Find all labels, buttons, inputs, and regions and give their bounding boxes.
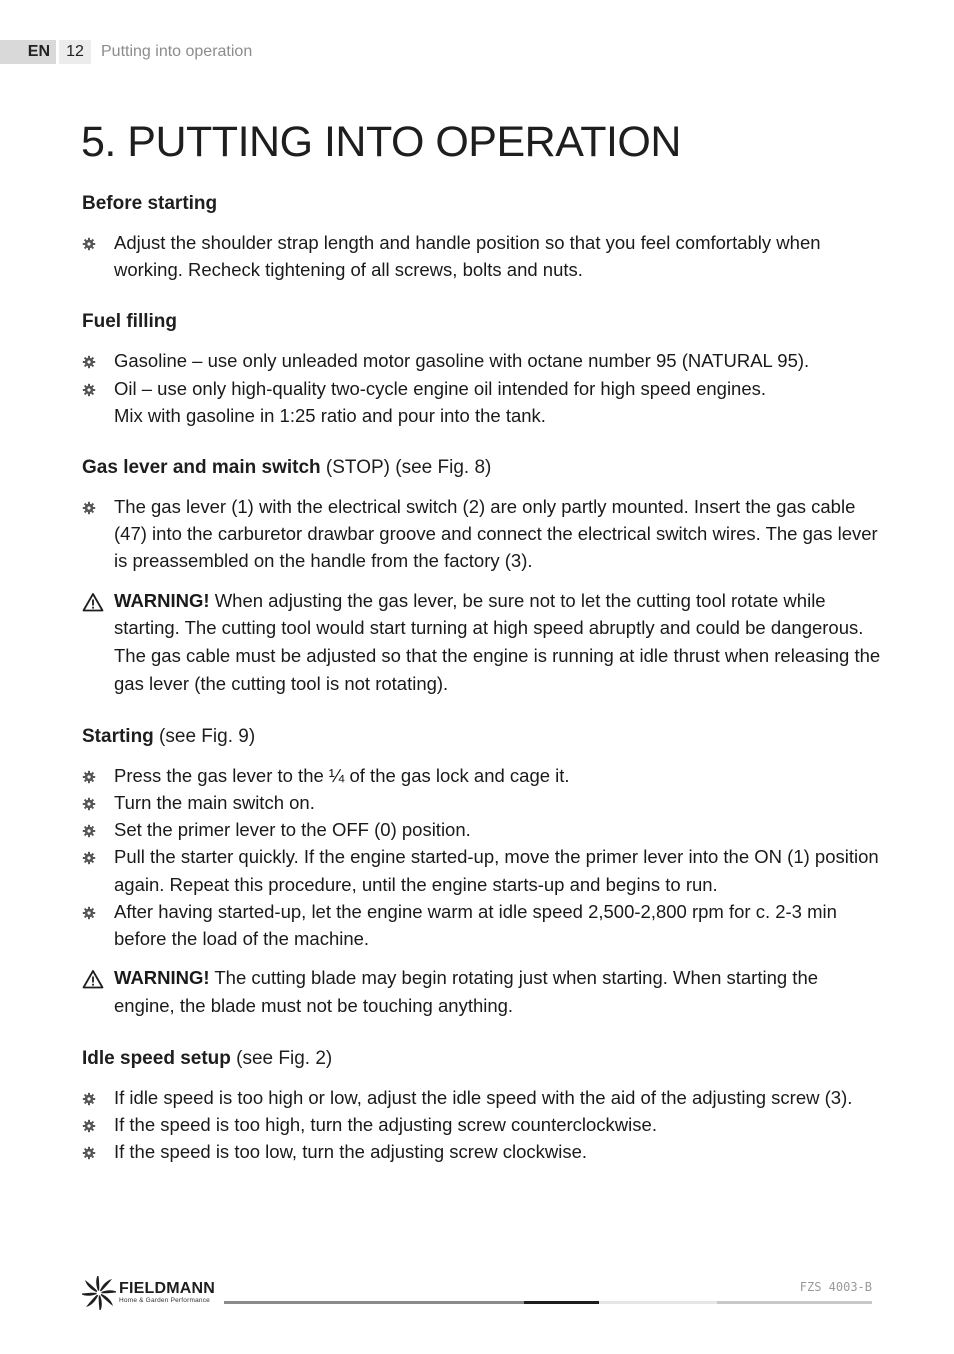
page-header bbox=[0, 40, 252, 64]
gear-bullet-icon bbox=[82, 237, 96, 251]
warning-label: WARNING! bbox=[114, 967, 210, 989]
list-item-text: Mix with gasoline in 1:25 ratio and pour into the tank. bbox=[114, 404, 546, 426]
gear-bullet-icon bbox=[82, 1146, 96, 1160]
list-item-text: Set the primer lever to the OFF (0) position. bbox=[114, 819, 471, 841]
list-item bbox=[82, 229, 882, 283]
footer-rule bbox=[524, 1301, 599, 1304]
warning-icon bbox=[82, 969, 104, 989]
list-item bbox=[82, 493, 882, 575]
footer-rule bbox=[717, 1301, 872, 1304]
list-item bbox=[82, 789, 882, 816]
list-item bbox=[82, 375, 882, 429]
gear-bullet-icon bbox=[82, 383, 96, 397]
warning-label: WARNING! bbox=[114, 589, 210, 611]
section-heading-text: Gas lever and main switch bbox=[82, 457, 321, 479]
section-heading bbox=[82, 454, 882, 482]
gear-bullet-icon bbox=[82, 501, 96, 515]
list-item-text: The gas lever (1) with the electrical switch (2) are only partly mounted. Insert the gas cable (47) into the carburetor drawbar groove and connect the electrical switch wires. The gas lever is preassembled on the handle from the factory (3). bbox=[114, 496, 878, 572]
list-item-text: If idle speed is too high or low, adjust the idle speed with the aid of the adjusting screw (3). bbox=[114, 1086, 853, 1108]
gear-bullet-icon bbox=[82, 1119, 96, 1133]
gear-bullet-icon bbox=[82, 824, 96, 838]
list-item-text: Press the gas lever to the ¼ of the gas lock and cage it. bbox=[114, 764, 570, 786]
section-heading: Fuel filling bbox=[82, 311, 177, 333]
warning-note bbox=[82, 587, 882, 698]
list-item-text: If the speed is too low, turn the adjusting screw clockwise. bbox=[114, 1141, 588, 1163]
list-item bbox=[82, 1111, 882, 1138]
warning-note bbox=[82, 964, 882, 1020]
section-heading bbox=[82, 1045, 882, 1073]
brand-logo bbox=[82, 1276, 215, 1310]
section-heading-note: (see Fig. 9) bbox=[153, 725, 256, 747]
section-heading-text: Starting bbox=[82, 725, 154, 747]
warning-icon bbox=[82, 592, 104, 612]
section-heading bbox=[82, 723, 882, 751]
gear-bullet-icon bbox=[82, 355, 96, 369]
list-item bbox=[82, 1138, 882, 1165]
page-title: 5. PUTTING INTO OPERATION bbox=[81, 118, 681, 166]
section-heading-text: Idle speed setup bbox=[82, 1047, 231, 1069]
bullet-list bbox=[82, 762, 882, 952]
fan-logo-icon bbox=[82, 1276, 116, 1310]
list-item bbox=[82, 843, 882, 897]
section-before-starting bbox=[82, 190, 882, 283]
list-item-text: Adjust the shoulder strap length and handle position so that you feel comfortably when working. Recheck tightening of all screws, bolts and nuts. bbox=[114, 232, 821, 281]
list-item-text: Pull the starter quickly. If the engine started-up, move the primer lever into the ON (1) position again. Repeat this procedure, until the engine starts-up and begins to run. bbox=[114, 846, 879, 895]
list-item-text: After having started-up, let the engine warm at idle speed 2,500-2,800 rpm for c. 2-3 min before the load of the machine. bbox=[114, 900, 837, 950]
section-heading: Before starting bbox=[82, 193, 218, 214]
footer-rule bbox=[224, 1301, 524, 1304]
section-gas-lever bbox=[82, 454, 882, 698]
list-item bbox=[82, 762, 882, 789]
header-title: Putting into operation bbox=[101, 43, 253, 60]
list-item bbox=[82, 898, 882, 952]
section-starting bbox=[82, 723, 882, 1020]
brand-text bbox=[119, 1281, 215, 1305]
gear-bullet-icon bbox=[82, 1092, 96, 1106]
brand-name: FIELDMANN bbox=[119, 1280, 216, 1297]
model-number: FZS 4003-B bbox=[799, 1280, 872, 1294]
language-badge: EN bbox=[0, 40, 56, 64]
page-number: 12 bbox=[59, 40, 91, 64]
section-idle-speed bbox=[82, 1045, 882, 1166]
bullet-list bbox=[82, 347, 882, 429]
section-heading-note: (see Fig. 2) bbox=[230, 1047, 333, 1069]
bullet-list bbox=[82, 1084, 882, 1166]
list-item bbox=[82, 816, 882, 843]
gear-bullet-icon bbox=[82, 906, 96, 920]
bullet-list bbox=[82, 229, 882, 283]
gear-bullet-icon bbox=[82, 851, 96, 865]
warning-text: The cutting blade may begin rotating just when starting. When starting the engine, the blade must not be touching anything. bbox=[114, 967, 819, 1017]
section-fuel-filling bbox=[82, 308, 882, 429]
gear-bullet-icon bbox=[82, 770, 96, 784]
list-item-text: Turn the main switch on. bbox=[114, 792, 315, 814]
warning-text: When adjusting the gas lever, be sure not to let the cutting tool rotate while starting. The cutting tool would start turning at high speed abruptly and could be dangerous. The gas cable must be adjusted so that the engine is running at idle thrust when releasing the gas lever (the cutting tool is not rotating). bbox=[114, 589, 881, 695]
list-item bbox=[82, 347, 882, 374]
main-content bbox=[82, 190, 882, 1165]
footer-rule bbox=[599, 1301, 717, 1304]
list-item-text: If the speed is too high, turn the adjusting screw counterclockwise. bbox=[114, 1114, 657, 1136]
gear-bullet-icon bbox=[82, 797, 96, 811]
bullet-list bbox=[82, 493, 882, 575]
list-item bbox=[82, 1084, 882, 1111]
list-item-text: Oil – use only high-quality two-cycle engine oil intended for high speed engines. bbox=[114, 377, 767, 399]
list-item-text: Gasoline – use only unleaded motor gasoline with octane number 95 (NATURAL 95). bbox=[114, 350, 810, 372]
brand-tagline: Home & Garden Performance bbox=[119, 1297, 210, 1304]
section-heading-note: (STOP) (see Fig. 8) bbox=[320, 457, 492, 479]
